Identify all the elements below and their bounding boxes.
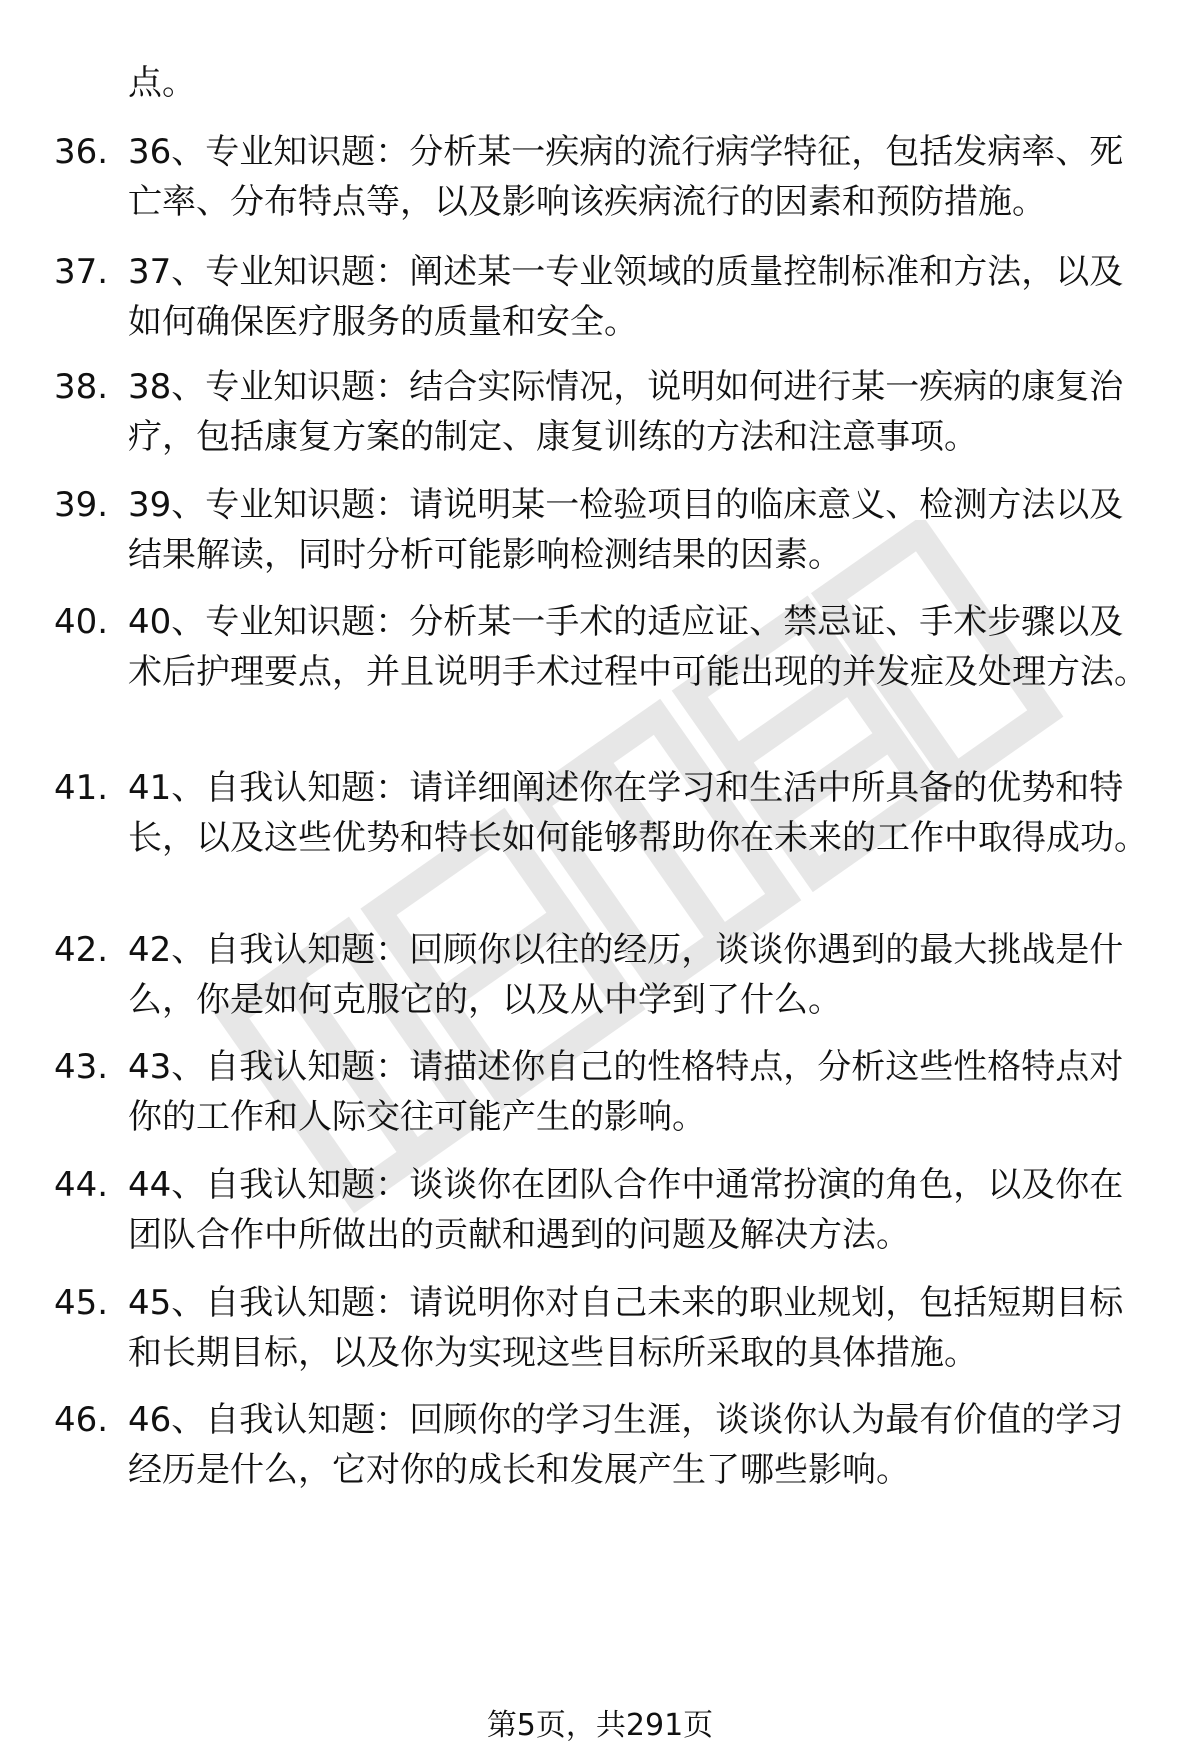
list-item-number: 38.	[54, 367, 109, 407]
list-item-number: 40.	[54, 602, 109, 642]
list-item-number: 43.	[54, 1047, 109, 1087]
list-item-text: 38、专业知识题：结合实际情况，说明如何进行某一疾病的康复治疗，包括康复方案的制定、康复训练的方法和注意事项。	[128, 367, 1124, 457]
list-item-text: 37、专业知识题：阐述某一专业领域的质量控制标准和方法，以及如何确保医疗服务的质量和安全。	[128, 252, 1124, 342]
list-item-number: 36.	[54, 132, 109, 172]
list-item-text: 39、专业知识题：请说明某一检验项目的临床意义、检测方法以及结果解读，同时分析可能影响检测结果的因素。	[128, 485, 1124, 575]
list-item-number: 44.	[54, 1165, 109, 1205]
list-item-number: 42.	[54, 930, 109, 970]
list-item-text: 46、自我认知题：回顾你的学习生涯，谈谈你认为最有价值的学习经历是什么，它对你的成长和发展产生了哪些影响。	[128, 1400, 1124, 1490]
list-item-number: 39.	[54, 485, 109, 525]
list-item-text: 45、自我认知题：请说明你对自己未来的职业规划，包括短期目标和长期目标，以及你为实现这些目标所采取的具体措施。	[128, 1283, 1124, 1373]
list-item-text: 43、自我认知题：请描述你自己的性格特点，分析这些性格特点对你的工作和人际交往可能产生的影响。	[128, 1047, 1124, 1137]
list-item-text: 40、专业知识题：分析某一手术的适应证、禁忌证、手术步骤以及术后护理要点，并且说明手术过程中可能出现的并发症及处理方法。	[128, 602, 1148, 692]
list-item-number: 41.	[54, 768, 109, 808]
list-item-text: 41、自我认知题：请详细阐述你在学习和生活中所具备的优势和特长，以及这些优势和特长如何能够帮助你在未来的工作中取得成功。	[128, 768, 1148, 858]
list-item-text: 36、专业知识题：分析某一疾病的流行病学特征，包括发病率、死亡率、分布特点等，以及影响该疾病流行的因素和预防措施。	[128, 132, 1124, 222]
list-item-number: 37.	[54, 252, 109, 292]
list-item-text: 42、自我认知题：回顾你以往的经历，谈谈你遇到的最大挑战是什么，你是如何克服它的，以及从中学到了什么。	[128, 930, 1124, 1020]
list-item-number: 46.	[54, 1400, 109, 1440]
continuation-text: 点。	[128, 63, 196, 103]
list-item-text: 44、自我认知题：谈谈你在团队合作中通常扮演的角色，以及你在团队合作中所做出的贡献和遇到的问题及解决方法。	[128, 1165, 1124, 1255]
page-footer: 第5页，共291页	[486, 1708, 714, 1743]
list-item-number: 45.	[54, 1283, 109, 1323]
